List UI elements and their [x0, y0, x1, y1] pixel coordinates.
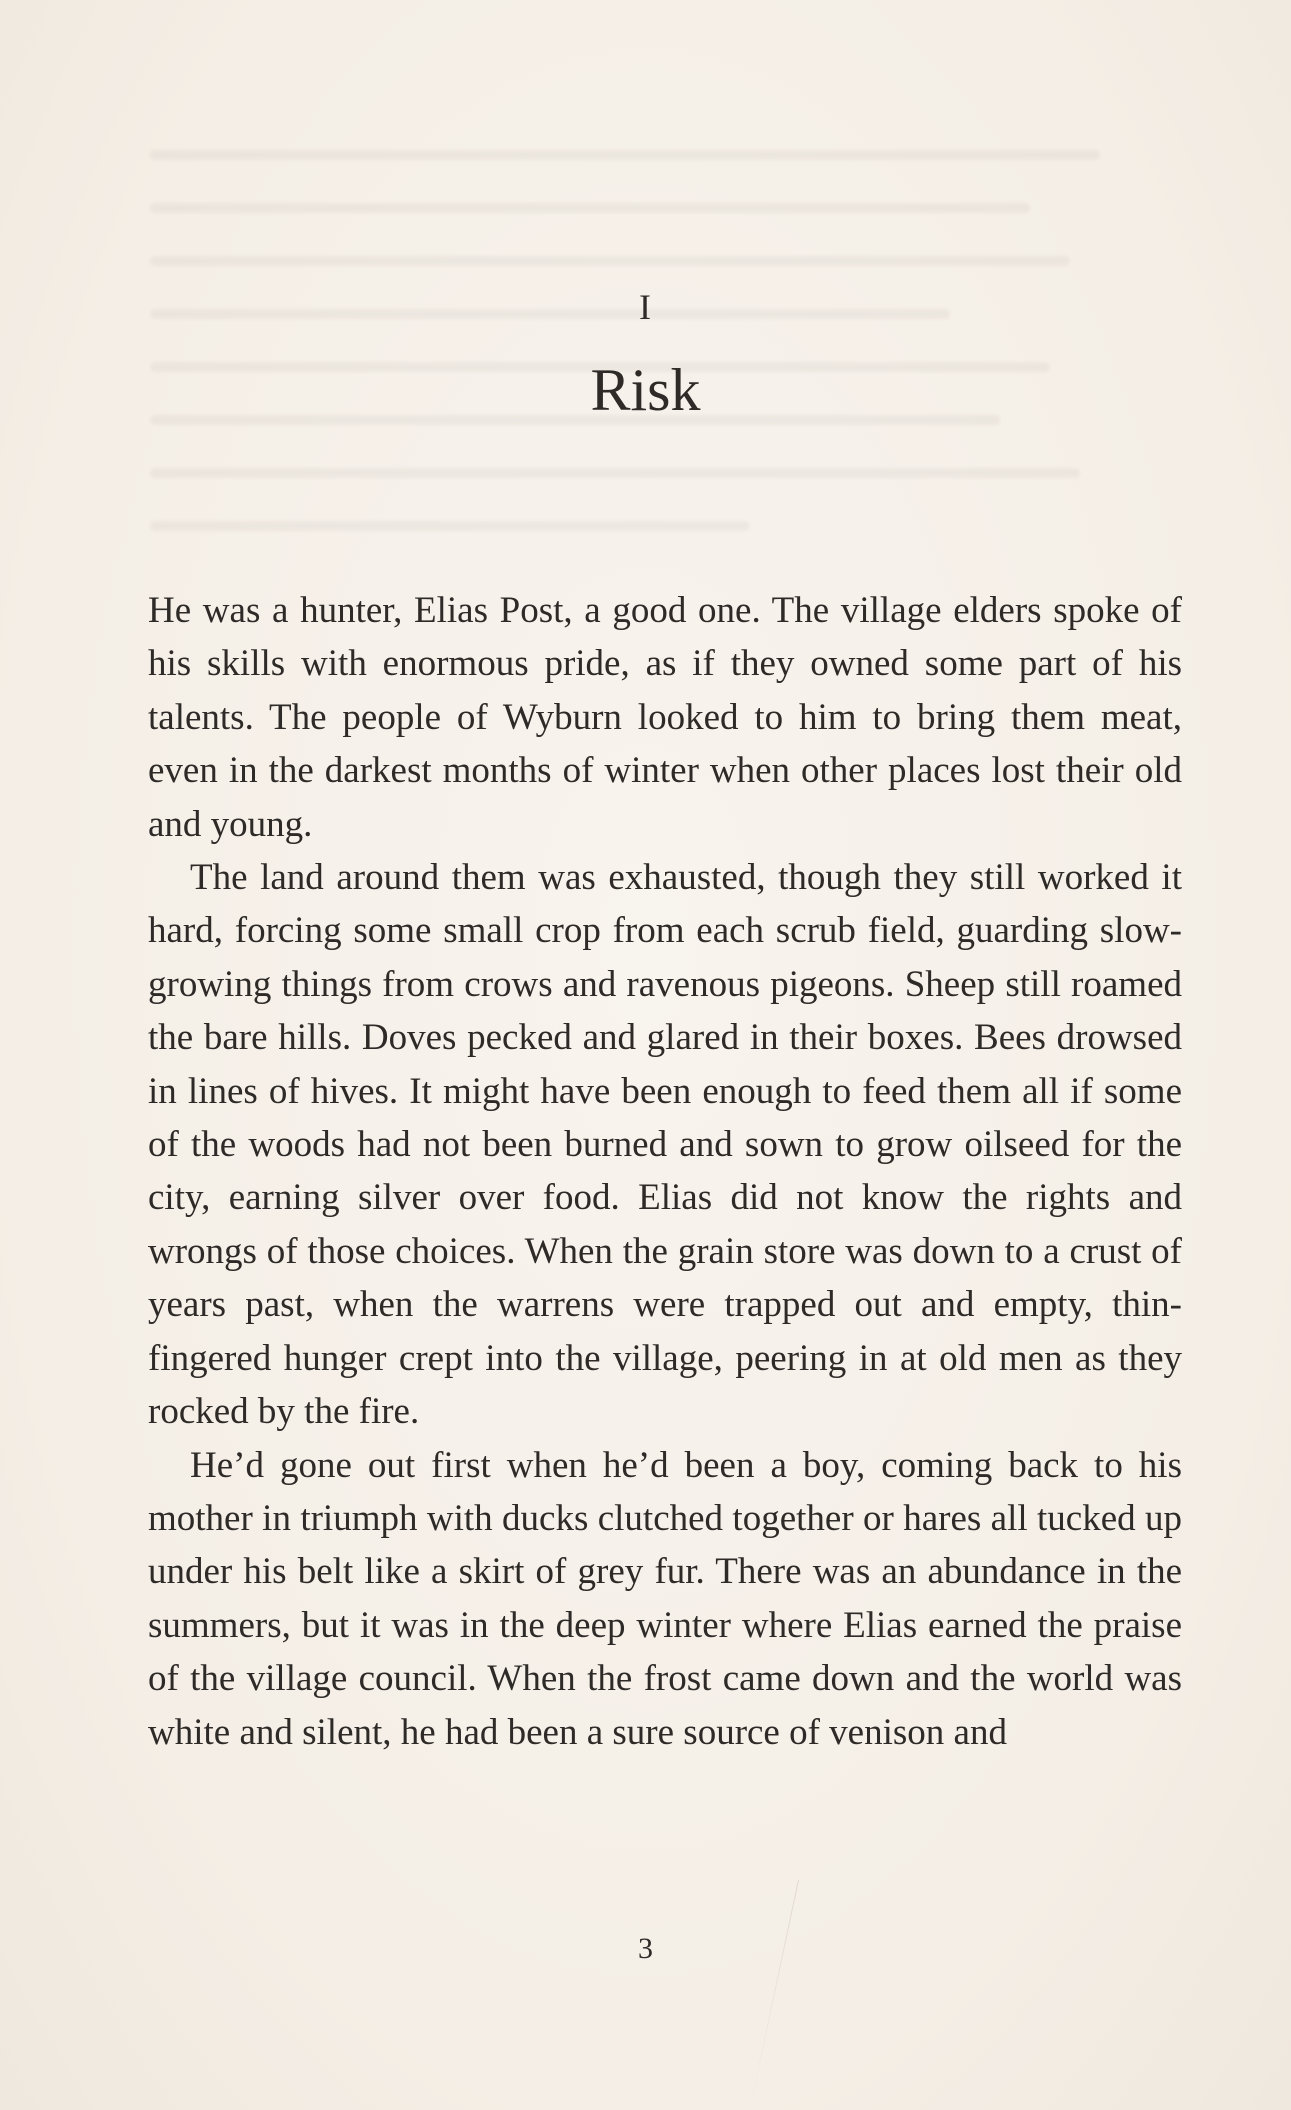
chapter-body: [148, 584, 1182, 1759]
chapter-title: Risk: [590, 357, 701, 423]
paragraph: He’d gone out first when he’d been a boy, coming back to his mother in triumph with ducks clutched together or hares all tucked up under his belt like a skirt of grey fur. There was an abundance in the summers, but it was in the deep winter where Elias earned the praise of the village council. When the frost came down and the world was white and silent, he had been a sure source of venison and: [148, 1444, 1182, 1753]
page-number: 3: [638, 1932, 653, 1965]
chapter-number: I: [639, 287, 652, 327]
paragraph: He was a hunter, Elias Post, a good one. The village elders spoke of his skills with enormous pride, as if they owned some part of his talents. The people of Wyburn looked to him to bring them meat, even in the darkest months of winter when other places lost their old and young.: [148, 590, 1182, 845]
paper-crease: [750, 1880, 799, 2105]
paragraph: The land around them was exhausted, though they still worked it hard, forcing some small crop from each scrub field, guarding slow-growing things from crows and ravenous pigeons. Sheep still roamed the bare hills. Doves pecked and glared in their boxes. Bees drowsed in lines of hives. It might have been enough to feed them all if some of the woods had not been burned and sown to grow oilseed for the city, earning silver over food. Elias did not know the rights and wrongs of those choices. When the grain store was down to a crust of years past, when the warrens were trapped out and empty, thin-fingered hunger crept into the village, peering in at old men as they rocked by the fire.: [148, 857, 1182, 1433]
